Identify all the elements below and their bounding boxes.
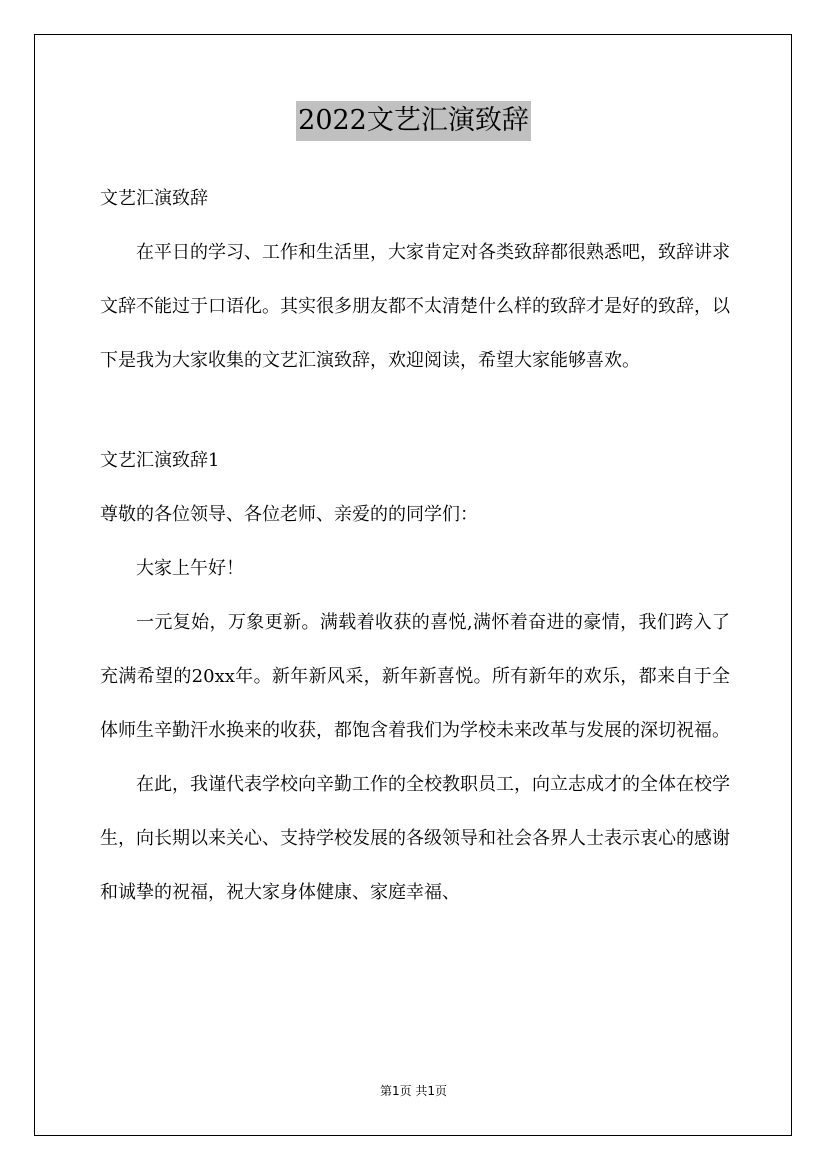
page-footer: 第1页 共1页	[379, 1084, 448, 1098]
document-body	[100, 172, 730, 920]
paragraph-section-title: 文艺汇演致辞1	[100, 450, 220, 471]
paragraph-body-2: 在此，我谨代表学校向辛勤工作的全校教职员工，向立志成才的全体在校学生，向长期以来关心、支持学校发展的各级领导和社会各界人士表示衷心的感谢和诚挚的祝福，祝大家身体健康、家庭幸福、	[100, 774, 730, 903]
paragraph-body-1: 一元复始，万象更新。满载着收获的喜悦,满怀着奋进的豪情，我们跨入了充满希望的20xx年。新年新风采，新年新喜悦。所有新年的欢乐，都来自于全体师生辛勤汗水换来的收获，都饱含着我们为学校未来改革与发展的深切祝福。	[100, 612, 730, 741]
paragraph-intro: 在平日的学习、工作和生活里，大家肯定对各类致辞都很熟悉吧，致辞讲求文辞不能过于口语化。其实很多朋友都不太清楚什么样的致辞才是好的致辞，以下是我为大家收集的文艺汇演致辞，欢迎阅读，希望大家能够喜欢。	[100, 242, 730, 371]
document-title: 2022文艺汇演致辞	[296, 101, 531, 141]
paragraph-gap	[100, 388, 730, 434]
paragraph-salutation: 尊敬的各位领导、各位老师、亲爱的的同学们：	[100, 504, 478, 525]
paragraph-heading: 文艺汇演致辞	[100, 188, 208, 209]
title-container	[0, 101, 827, 141]
paragraph-greeting: 大家上午好！	[136, 558, 244, 579]
